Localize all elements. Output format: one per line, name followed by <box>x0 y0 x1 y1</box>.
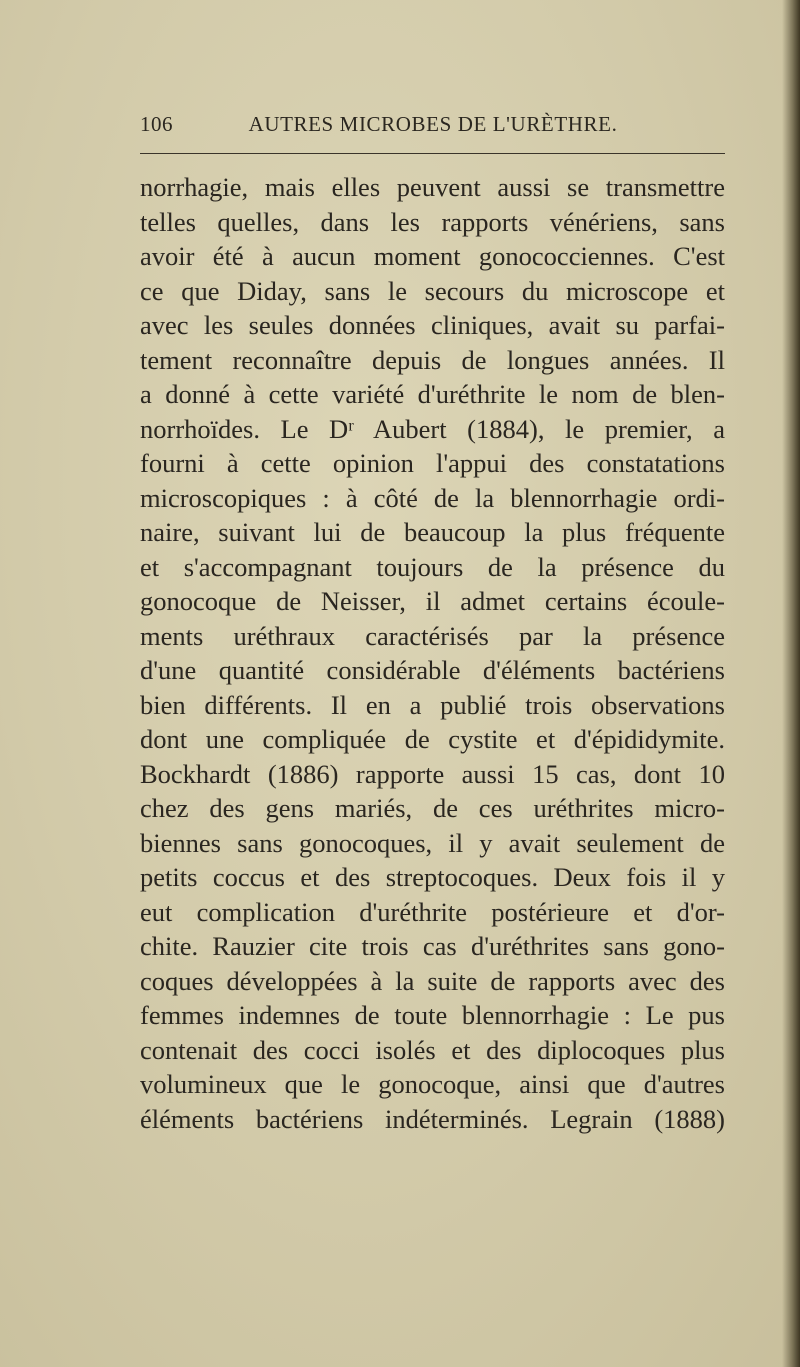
text-line: ments uréthraux caractérisés par la présence <box>140 620 725 651</box>
text-line: avoir été à aucun moment gonococciennes. C'est <box>140 241 725 271</box>
text-line: et s'accompagnant toujours de la présence du <box>140 551 725 582</box>
text-line: a donné à cette variété d'uréthrite le nom de blen- <box>140 379 725 409</box>
running-title: AUTRES MICROBES DE L'URÈTHRE. <box>248 112 618 136</box>
text-line: volumineux que le gonocoque, ainsi que d'autres <box>140 1069 725 1099</box>
text-line: biennes sans gonocoques, il y avait seulement de <box>140 827 725 858</box>
page-edge-shadow <box>782 0 800 1367</box>
text-line: éléments bactériens indéterminés. Legrain (1888) <box>140 1103 725 1134</box>
page-header <box>140 112 726 140</box>
text-line: microscopiques : à côté de la blennorrhagie ordi- <box>140 482 725 513</box>
text-line: tement reconnaître depuis de longues années. Il <box>140 344 725 375</box>
text-line: d'une quantité considérable d'éléments bactériens <box>140 655 725 685</box>
text-line: norrhoïdes. Le Dʳ Aubert (1884), le premier, a <box>140 413 725 444</box>
text-line: dont une compliquée de cystite et d'épididymite. <box>140 724 725 754</box>
text-line: chez des gens mariés, de ces uréthrites micro- <box>140 793 725 823</box>
text-line: coques développées à la suite de rapports avec des <box>140 965 725 996</box>
body-text <box>140 170 725 1136</box>
text-line: telles quelles, dans les rapports vénériens, sans <box>140 206 725 237</box>
text-line: contenait des cocci isolés et des diplocoques plus <box>140 1034 725 1065</box>
header-rule <box>140 153 725 154</box>
text-line: gonocoque de Neisser, il admet certains écoule- <box>140 586 725 616</box>
text-line: Bockhardt (1886) rapporte aussi 15 cas, dont 10 <box>140 758 725 789</box>
text-line: fourni à cette opinion l'appui des constatations <box>140 448 725 478</box>
text-line: femmes indemnes de toute blennorrhagie : Le pus <box>140 1000 725 1030</box>
text-line: ce que Diday, sans le secours du microscope et <box>140 275 725 306</box>
text-line: bien différents. Il en a publié trois observations <box>140 689 725 720</box>
text-line: eut complication d'uréthrite postérieure et d'or- <box>140 896 725 927</box>
text-line: avec les seules données cliniques, avait su parfai- <box>140 310 725 340</box>
page-number: 106 <box>140 112 173 136</box>
text-line: norrhagie, mais elles peuvent aussi se transmettre <box>140 172 725 202</box>
text-line: chite. Rauzier cite trois cas d'uréthrites sans gono- <box>140 931 725 961</box>
text-line: naire, suivant lui de beaucoup la plus fréquente <box>140 517 725 547</box>
text-line: petits coccus et des streptocoques. Deux fois il y <box>140 862 725 892</box>
